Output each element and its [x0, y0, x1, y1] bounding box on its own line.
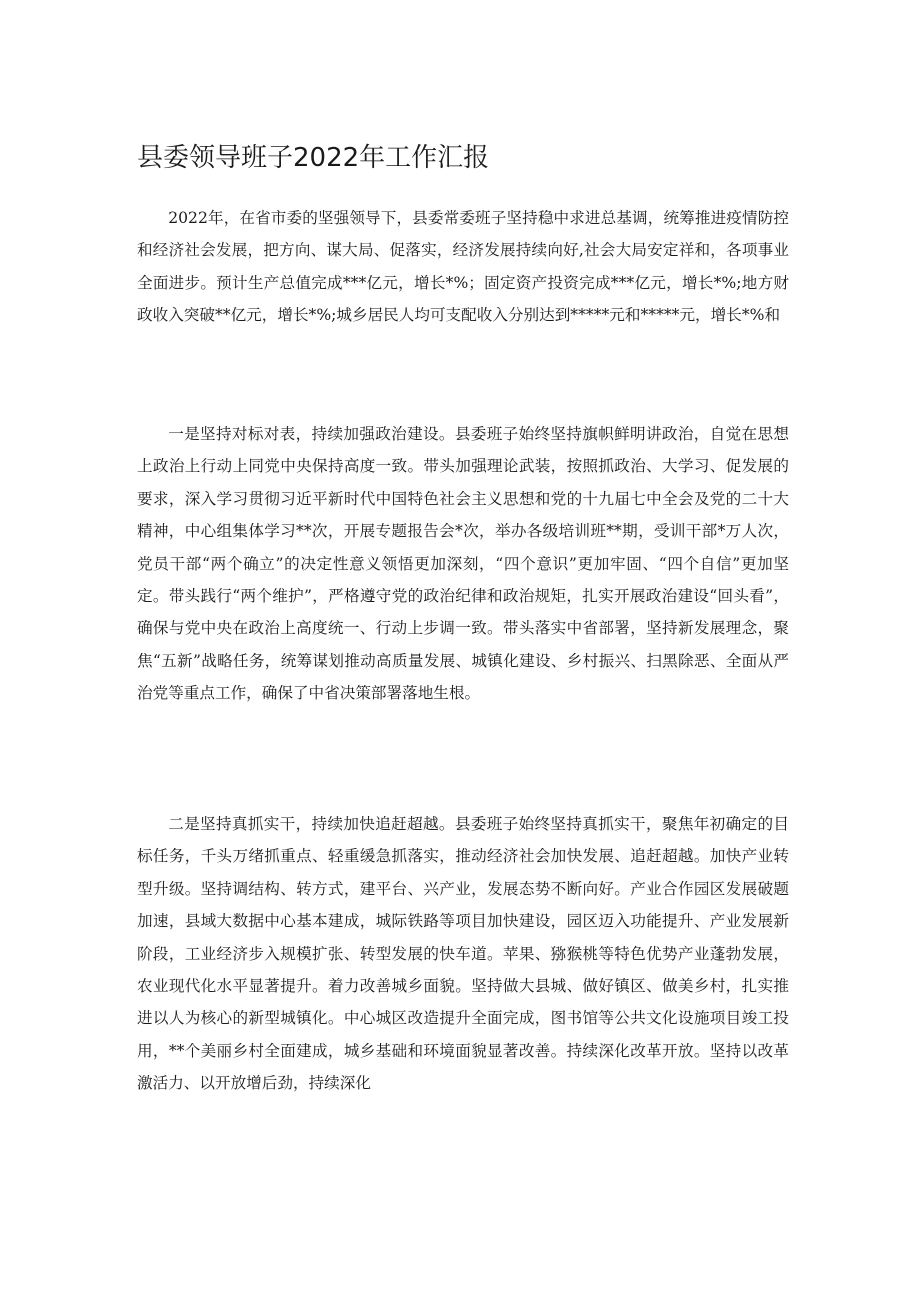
- paragraph-political-building: 一是坚持对标对表，持续加强政治建设。县委班子始终坚持旗帜鲜明讲政治，自觉在思想上政治上行动上同党中央保持高度一致。带头加强理论武装，按照抓政治、大学习、促发展的要求，深入学习贯彻习近平新时代中国特色社会主义思想和党的十九届七中全会及党的二十大精神，中心组集体学习**次，开展专题报告会*次，举办各级培训班**期，受训干部*万人次，党员干部“两个确立”的决定性意义领悟更加深刻，“四个意识”更加牢固、“四个自信”更加坚定。带头践行“两个维护”，严格遵守党的政治纪律和政治规矩，扎实开展政治建设“回头看”，确保与党中央在政治上高度统一、行动上步调一致。带头落实中省部署，坚持新发展理念，聚焦“五新”战略任务，统筹谋划推动高质量发展、城镇化建设、乡村振兴、扫黑除恶、全面从严治党等重点工作，确保了中省决策部署落地生根。: [137, 425, 789, 703]
- document-title: 县委领导班子2022年工作汇报: [137, 143, 490, 173]
- paragraph-catch-up-development: 二是坚持真抓实干，持续加快追赶超越。县委班子始终坚持真抓实干，聚焦年初确定的目标任务，千头万绪抓重点、轻重缓急抓落实，推动经济社会加快发展、追赶超越。加快产业转型升级。坚持调结构、转方式，建平台、兴产业，发展态势不断向好。产业合作园区发展破题加速，县域大数据中心基本建成，城际铁路等项目加快建设，园区迈入功能提升、产业发展新阶段，工业经济步入规模扩张、转型发展的快车道。苹果、猕猴桃等特色优势产业蓬勃发展，农业现代化水平显著提升。着力改善城乡面貌。坚持做大县城、做好镇区、做美乡村，扎实推进以人为核心的新型城镇化。中心城区改造提升全面完成，图书馆等公共文化设施项目竣工投用，**个美丽乡村全面建成，城乡基础和环境面貌显著改善。持续深化改革开放。坚持以改革激活力、以开放增后劲，持续深化: [137, 815, 789, 1093]
- paragraph-overview: 2022年，在省市委的坚强领导下，县委常委班子坚持稳中求进总基调，统筹推进疫情防控和经济社会发展，把方向、谋大局、促落实，经济发展持续向好,社会大局安定祥和，各项事业全面进步。预计生产总值完成***亿元，增长*%；固定资产投资完成***亿元，增长*%;地方财政收入突破**亿元，增长*%;城乡居民人均可支配收入分别达到*****元和*****元，增长*%和: [137, 209, 789, 325]
